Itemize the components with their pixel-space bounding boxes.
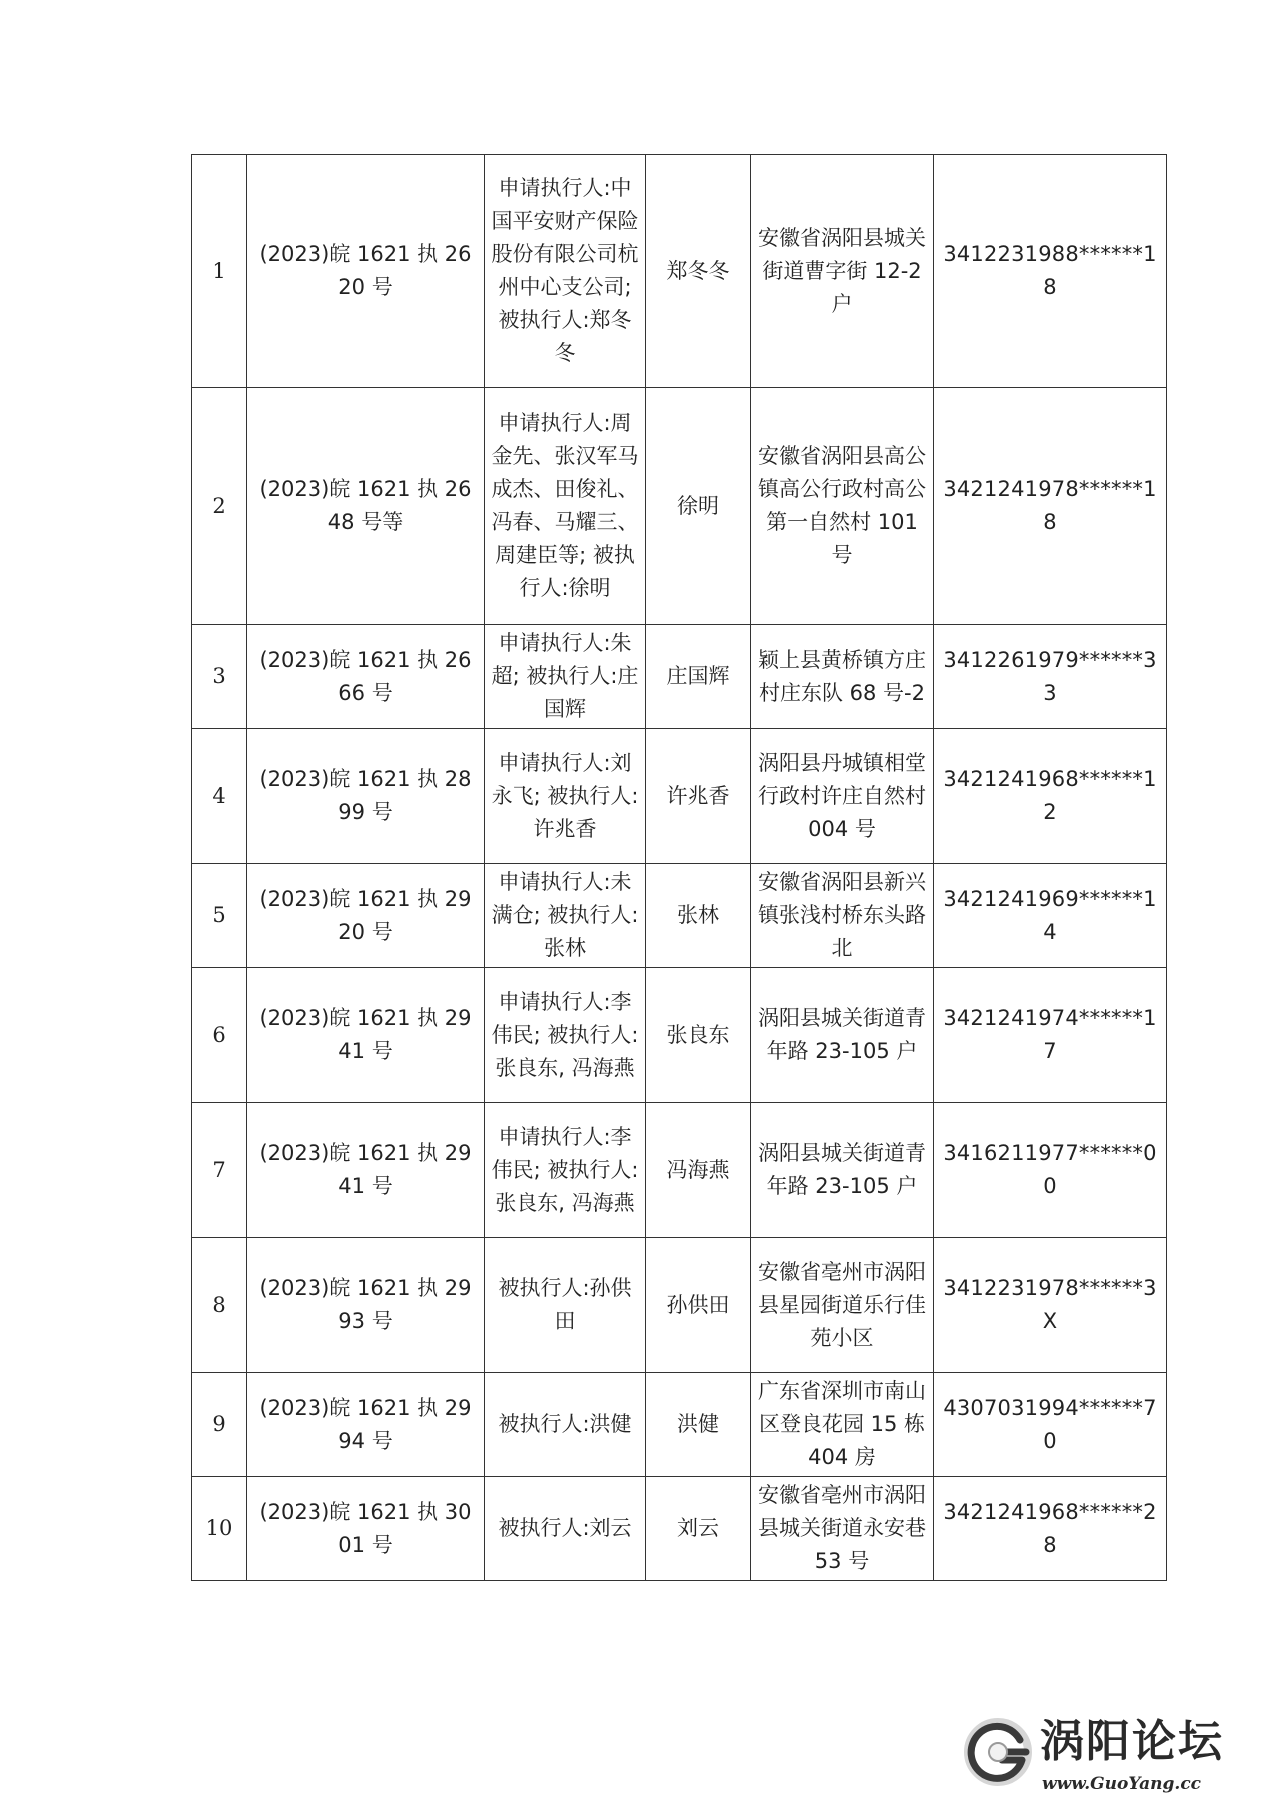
debtor-name: 刘云 bbox=[646, 1477, 751, 1581]
case-number: (2023)皖 1621 执 3001 号 bbox=[247, 1477, 485, 1581]
case-parties: 申请执行人:周金先、张汉军马成杰、田俊礼、冯春、马耀三、周建臣等; 被执行人:徐明 bbox=[485, 388, 646, 625]
debtor-address: 颖上县黄桥镇方庄村庄东队 68 号-2 bbox=[751, 625, 934, 729]
row-number: 8 bbox=[192, 1238, 247, 1373]
case-parties: 被执行人:孙供田 bbox=[485, 1238, 646, 1373]
debtor-name: 孙供田 bbox=[646, 1238, 751, 1373]
case-parties: 申请执行人:中国平安财产保险股份有限公司杭州中心支公司; 被执行人:郑冬冬 bbox=[485, 155, 646, 388]
forum-watermark bbox=[962, 1714, 1262, 1802]
table-row bbox=[192, 1103, 1167, 1238]
table-row bbox=[192, 1373, 1167, 1477]
debtor-name: 张良东 bbox=[646, 968, 751, 1103]
row-number: 2 bbox=[192, 388, 247, 625]
id-number: 3421241968******12 bbox=[934, 729, 1167, 864]
id-number: 3412261979******33 bbox=[934, 625, 1167, 729]
table-row bbox=[192, 729, 1167, 864]
debtor-address: 安徽省涡阳县城关街道曹字街 12-2 户 bbox=[751, 155, 934, 388]
debtor-address: 涡阳县城关街道青年路 23-105 户 bbox=[751, 968, 934, 1103]
case-parties: 申请执行人:李伟民; 被执行人:张良东, 冯海燕 bbox=[485, 1103, 646, 1238]
id-number: 3412231978******3X bbox=[934, 1238, 1167, 1373]
row-number: 9 bbox=[192, 1373, 247, 1477]
id-number: 3421241978******18 bbox=[934, 388, 1167, 625]
case-number: (2023)皖 1621 执 2899 号 bbox=[247, 729, 485, 864]
case-number: (2023)皖 1621 执 2941 号 bbox=[247, 1103, 485, 1238]
id-number: 3421241974******17 bbox=[934, 968, 1167, 1103]
g-swirl-logo-icon bbox=[962, 1716, 1034, 1788]
debtor-address: 安徽省亳州市涡阳县星园街道乐行佳苑小区 bbox=[751, 1238, 934, 1373]
debtor-name: 洪健 bbox=[646, 1373, 751, 1477]
table-row bbox=[192, 155, 1167, 388]
case-parties: 被执行人:刘云 bbox=[485, 1477, 646, 1581]
case-number: (2023)皖 1621 执 2994 号 bbox=[247, 1373, 485, 1477]
row-number: 1 bbox=[192, 155, 247, 388]
debtor-address: 安徽省涡阳县新兴镇张浅村桥东头路北 bbox=[751, 864, 934, 968]
watermark-title: 涡阳论坛 bbox=[1040, 1716, 1224, 1767]
debtor-name: 徐明 bbox=[646, 388, 751, 625]
row-number: 3 bbox=[192, 625, 247, 729]
table-row bbox=[192, 625, 1167, 729]
debtor-name: 张林 bbox=[646, 864, 751, 968]
case-number: (2023)皖 1621 执 2920 号 bbox=[247, 864, 485, 968]
table-row bbox=[192, 388, 1167, 625]
debtor-address: 安徽省涡阳县高公镇高公行政村高公第一自然村 101 号 bbox=[751, 388, 934, 625]
watermark-url: www.GuoYang.cc bbox=[1042, 1774, 1202, 1794]
id-number: 4307031994******70 bbox=[934, 1373, 1167, 1477]
id-number: 3421241969******14 bbox=[934, 864, 1167, 968]
case-number: (2023)皖 1621 执 2993 号 bbox=[247, 1238, 485, 1373]
row-number: 7 bbox=[192, 1103, 247, 1238]
case-parties: 申请执行人:未满仓; 被执行人:张林 bbox=[485, 864, 646, 968]
id-number: 3416211977******00 bbox=[934, 1103, 1167, 1238]
table-row bbox=[192, 1238, 1167, 1373]
debtor-name: 冯海燕 bbox=[646, 1103, 751, 1238]
debtor-address: 广东省深圳市南山区登良花园 15 栋 404 房 bbox=[751, 1373, 934, 1477]
row-number: 10 bbox=[192, 1477, 247, 1581]
row-number: 5 bbox=[192, 864, 247, 968]
debtor-name: 许兆香 bbox=[646, 729, 751, 864]
debtor-address: 安徽省亳州市涡阳县城关街道永安巷 53 号 bbox=[751, 1477, 934, 1581]
row-number: 4 bbox=[192, 729, 247, 864]
debtor-address: 涡阳县城关街道青年路 23-105 户 bbox=[751, 1103, 934, 1238]
row-number: 6 bbox=[192, 968, 247, 1103]
case-number: (2023)皖 1621 执 2648 号等 bbox=[247, 388, 485, 625]
debtor-name: 庄国辉 bbox=[646, 625, 751, 729]
case-number: (2023)皖 1621 执 2941 号 bbox=[247, 968, 485, 1103]
table-row bbox=[192, 968, 1167, 1103]
case-parties: 申请执行人:刘永飞; 被执行人:许兆香 bbox=[485, 729, 646, 864]
case-parties: 申请执行人:朱超; 被执行人:庄国辉 bbox=[485, 625, 646, 729]
case-parties: 申请执行人:李伟民; 被执行人:张良东, 冯海燕 bbox=[485, 968, 646, 1103]
case-number: (2023)皖 1621 执 2666 号 bbox=[247, 625, 485, 729]
debtor-name: 郑冬冬 bbox=[646, 155, 751, 388]
id-number: 3421241968******28 bbox=[934, 1477, 1167, 1581]
debtor-address: 涡阳县丹城镇相堂行政村许庄自然村 004 号 bbox=[751, 729, 934, 864]
id-number: 3412231988******18 bbox=[934, 155, 1167, 388]
execution-records-table bbox=[191, 154, 1167, 1581]
table-row bbox=[192, 864, 1167, 968]
case-number: (2023)皖 1621 执 2620 号 bbox=[247, 155, 485, 388]
table-row bbox=[192, 1477, 1167, 1581]
case-parties: 被执行人:洪健 bbox=[485, 1373, 646, 1477]
